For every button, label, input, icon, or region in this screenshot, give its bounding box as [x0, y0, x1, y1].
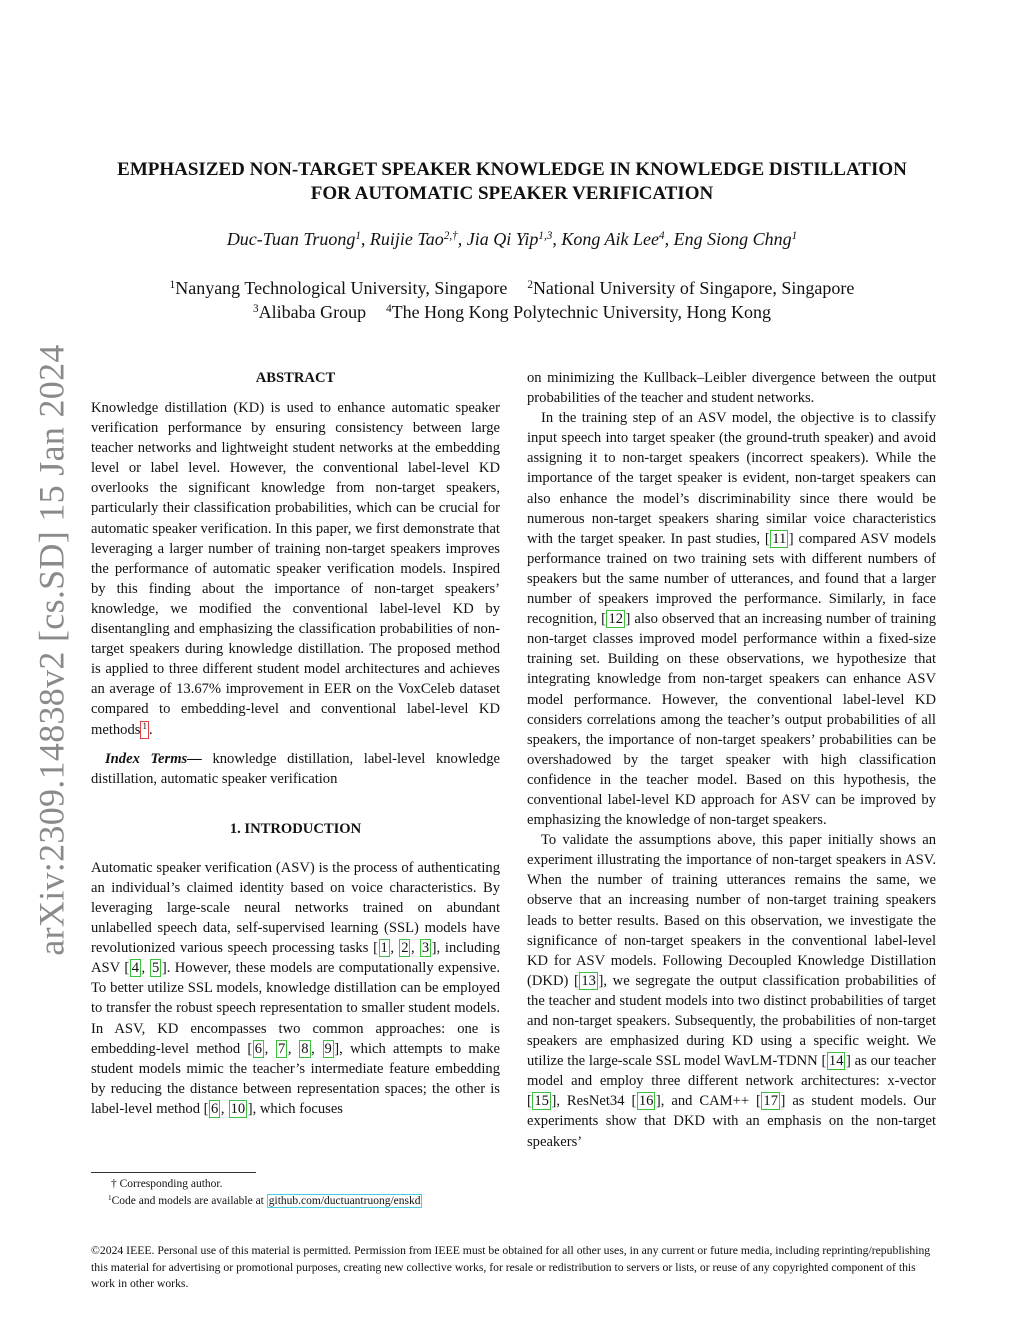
footnote-link[interactable]	[140, 721, 149, 739]
arxiv-identifier: arXiv:2309.14838v2 [cs.SD] 15 Jan 2024	[32, 344, 72, 956]
footnote-corresponding: † Corresponding author.	[111, 1178, 223, 1190]
abstract-heading: ABSTRACT	[255, 370, 336, 386]
affiliation: National University of Singapore, Singapore	[532, 278, 855, 298]
citation-link[interactable]: 3	[421, 940, 430, 957]
index-terms-text: knowledge distillation, label-level knowledge distillation, automatic speaker verification	[91, 750, 501, 787]
index-terms-label: Index Terms—	[105, 750, 202, 767]
footnote-divider	[91, 1172, 256, 1173]
author-separator: ,	[360, 229, 370, 249]
affiliation: Nanyang Technological University, Singapore	[175, 278, 508, 298]
affil-mark: 1	[169, 278, 176, 291]
title-line-1: EMPHASIZED NON-TARGET SPEAKER KNOWLEDGE IN KNOWLEDGE DISTILLATION	[117, 159, 907, 180]
citation-link[interactable]: 7	[278, 1040, 286, 1057]
text-run: Automatic speaker verification (ASV) is the process of authenticating an individual’s claimed identity based on voice characteristics. By leveraging large-scale neural networks trained on abundant unlabelled speech data, self-supervised learning (SSL) models have revolutionized various speech processing tasks	[91, 859, 500, 957]
author-affil-mark: 2,†	[443, 229, 458, 242]
text-run: also observed that an increasing number of training non-target classes improved model performance within a fixed-size training set. Building on these observations, we hypothesize that integrating knowledge from non-target speakers can enhance ASV model performance. However, the conventional label-level KD considers correlations among the teacher’s output probabilities of all speakers, the importance of non-target speakers’ probabilities can be overshadowed by the target speaker with high classification confidence in the teacher model. Based on this hypothesis, the conventional label-level KD approach for ASV can be improved by emphasizing the knowledge of non-target speakers.	[527, 611, 937, 829]
author-affil-mark: 1	[791, 229, 798, 242]
text-run: as student models. Our experiments show that DKD with an emphasis on the non-target speakers’	[527, 1093, 936, 1150]
text-run: To validate the assumptions above, this paper initially shows an experiment illustrating the importance of non-target speakers in ASV. When the number of training utterances remains the same, we observe that an increasing number of non-target training speakers leads to better results. Based on this observation, we investigate the significance of non-target speakers in the conventional label-level KD for ASV models. Following Decoupled Knowledge Distillation (DKD)	[527, 832, 936, 989]
citation-link[interactable]: 6	[254, 1040, 263, 1057]
right-column	[527, 368, 936, 1152]
affil-mark: 4	[386, 302, 392, 315]
citation-link[interactable]: 12	[608, 611, 624, 628]
citation-link[interactable]: 10	[230, 1100, 246, 1117]
footnote-mark: 1	[142, 720, 147, 731]
citation-link[interactable]: 1	[380, 940, 388, 957]
introduction-heading: 1. INTRODUCTION	[229, 820, 362, 837]
footnotes	[91, 1176, 511, 1210]
index-terms	[91, 749, 500, 789]
arxiv-identifier-sidebar	[28, 344, 76, 956]
author-name: Jia Qi Yip	[466, 229, 539, 249]
text-run: as our teacher model and employ three different network architectures: x-vector	[527, 1053, 936, 1090]
text-run: compared ASV models performance trained on two training sets with different numbers of speakers but the same number of utterances, and found that a larger number of speakers improved the performance. Similarly, in face recognition,	[527, 530, 937, 628]
footnote-text: Code and models are available at	[111, 1195, 267, 1207]
paper-title	[60, 158, 964, 206]
left-column	[91, 368, 500, 1119]
author-separator: ,	[457, 229, 467, 249]
text-run: , and CAM++	[660, 1093, 757, 1110]
author-name: Ruijie Tao	[369, 229, 444, 249]
code-url-link[interactable]: github.com/ductuantruong/enskd	[268, 1195, 421, 1207]
author-name: Eng Siong Chng	[673, 229, 792, 249]
text-run: , ResNet34	[556, 1093, 632, 1110]
text-run: , we segregate the output classification probabilities of the teacher and student models into two distinct probabilities of target and non-target speakers. Subsequently, the probabilities of non-target speakers are emphasized during KD using a specific weight. We utilize the large-scale SSL model WavLM-TDNN	[527, 972, 936, 1070]
citation-link[interactable]: 8	[301, 1040, 309, 1057]
citation-link[interactable]: 11	[772, 530, 787, 547]
author-affil-mark: 1	[355, 229, 361, 242]
intro-paragraph-2: In the training step of an ASV model, the objective is to classify input speech into target speaker (the ground-truth speaker) and avoid assigning it to non-target speakers (incorrect speakers). While the importance of the target speaker is evident, non-target speakers can also enhance the model’s discriminability since there would be numerous non-target speakers sharing similar voice characteristics with the target speaker. In past studies, [ 11 ] compared ASV models performance trained on two training sets with different numbers of speakers but the same number of utterances, and found that a larger number of speakers improved the performance. Similarly, in face recognition, [ 12 ] also observed that an increasing number of training non-target classes improved model performance within a fixed-size training set. Building on these observations, we hypothesize that integrating knowledge from non-target speakers can enhance ASV model performance. However, the conventional label-level KD considers correlations among the teacher’s output probabilities of all speakers, the importance of non-target speakers’ probabilities can be overshadowed by the target speaker with high classification confidence in the teacher model. Based on this hypothesis, the conventional label-level KD approach for ASV can be improved by emphasizing the knowledge of non-target speakers.	[527, 410, 937, 829]
affiliation-line-1	[60, 276, 964, 300]
abstract-end: .	[149, 721, 153, 738]
author-separator: ,	[552, 229, 562, 249]
citation-link[interactable]: 6	[211, 1100, 219, 1117]
intro-paragraph-3: To validate the assumptions above, this paper initially shows an experiment illustrating the importance of non-target speakers in ASV. When the number of training utterances remains the same, we observe that an increasing number of non-target training speakers leads to better results. Based on this observation, we investigate the significance of non-target speakers in the conventional label-level KD for ASV models. Following Decoupled Knowledge Distillation (DKD) [ 13 ], we segregate the output classification probabilities of the teacher and student models into two distinct probabilities of target and non-target speakers. Subsequently, the probabilities of non-target speakers are emphasized during KD using a specific weight. We utilize the large-scale SSL model WavLM-TDNN [ 14 ] as our teacher model and employ three different network architectures: x-vector [ 15 ], ResNet34 [ 16 ], and CAM++ [ 17 ] as student models. Our experiments show that DKD with an emphasis on the non-target speakers’	[527, 832, 936, 1150]
title-line-2: FOR AUTOMATIC SPEAKER VERIFICATION	[310, 183, 714, 204]
author-separator: ,	[664, 229, 674, 249]
citation-link[interactable]: 4	[131, 960, 139, 977]
affiliation: Alibaba Group	[258, 302, 367, 322]
citation-link[interactable]: 17	[763, 1093, 779, 1110]
intro-paragraph-1-continuation: on minimizing the Kullback–Leibler divergence between the output probabilities of the teacher and student networks.	[527, 370, 936, 407]
text-run: , including ASV	[91, 940, 501, 977]
citation-link[interactable]: 13	[581, 972, 596, 989]
affiliation-line-2	[60, 300, 964, 324]
abstract-text	[91, 398, 500, 740]
text-run: . However, these models are computationally expensive. To better utilize SSL models, knowledge distillation can be employed to transfer the robust speech representation to smaller student models. In ASV, KD encompasses two common approaches: one is embedding-level method	[91, 960, 500, 1057]
author-affil-mark: 1,3	[538, 229, 553, 242]
author-affil-mark: 4	[659, 229, 665, 242]
footnote-code	[91, 1193, 511, 1210]
abstract-body: Knowledge distillation (KD) is used to enhance automatic speaker verification performance by ensuring consistency between large teacher networks and lightweight student networks at the embedding level or label level. However, the conventional label-level KD overlooks the significant knowledge from non-target speakers, particularly their classification probabilities, which can be crucial for automatic speaker verification. In this paper, we first demonstrate that leveraging a larger number of training non-target speakers improves the performance of automatic speaker verification models. Inspired by this finding about the importance of non-target speakers’ knowledge, we modified the conventional label-level KD by disentangling and emphasizing the classification probabilities of non-target speakers during knowledge distillation. The proposed method is applied to three different student model architectures and achieves an average of 13.67% improvement in EER on the VoxCeleb dataset compared to embedding-level and conventional label-level KD methods	[91, 400, 500, 738]
citation-link[interactable]: 2	[401, 940, 409, 957]
citation-link[interactable]: 16	[638, 1093, 654, 1110]
affil-mark: 3	[253, 302, 259, 315]
text-run: In the training step of an ASV model, the objective is to classify input speech into target speaker (the ground-truth speaker) and avoid assigning it to non-target speakers (incorrect speakers). While the importance of the target speaker is evident, non-target speakers can also enhance the model’s discriminability since there would be numerous non-target speakers sharing similar voice characteristics with the target speaker. In past studies,	[527, 410, 936, 547]
citation-link[interactable]: 15	[534, 1093, 549, 1110]
text-run-continued: , which focuses	[252, 1100, 343, 1117]
copyright-notice: ©2024 IEEE. Personal use of this material is permitted. Permission from IEEE must be obtained for all other uses, in any current or future media, including reprinting/republishing this material for advertising or promotional purposes, creating new collective works, for resale or redistribution to servers or lists, or reuse of any copyrighted component of this work in other works.	[91, 1244, 931, 1291]
affil-mark: 2	[527, 278, 533, 291]
intro-paragraph-1: Automatic speaker verification (ASV) is the process of authenticating an individual’s claimed identity based on voice characteristics. By leveraging large-scale neural networks trained on abundant unlabelled speech data, self-supervised learning (SSL) models have revolutionized various speech processing tasks [ 1 , 2 , 3 ], including ASV [ 4 , 5 ]. However, these models are computationally expensive. To better utilize SSL models, knowledge distillation can be employed to transfer the robust speech representation to smaller student models. In ASV, KD encompasses two common approaches: one is embedding-level method [ 6 , 7 , 8 , 9 ], which attempts to make student models mimic the teacher’s intermediate feature embedding by reducing the distance between representation spaces; the other is label-level method [ 6 , 10 ], which focuses	[91, 859, 501, 1117]
citation-link[interactable]: 14	[828, 1053, 844, 1070]
affiliations	[60, 276, 964, 324]
author-list	[60, 229, 964, 250]
author-name: Kong Aik Lee	[561, 229, 660, 249]
affiliation: The Hong Kong Polytechnic University, Hong Kong	[391, 302, 771, 322]
author-name: Duc-Tuan Truong	[226, 229, 356, 249]
citation-link[interactable]: 9	[324, 1040, 332, 1057]
citation-link[interactable]: 5	[152, 960, 160, 977]
text-run: , which attempts to make student models mimic the teacher’s intermediate feature embedding by reducing the distance between representation spaces; the other is label-level method	[91, 1040, 501, 1117]
footnote-mark: 1	[108, 1194, 112, 1203]
